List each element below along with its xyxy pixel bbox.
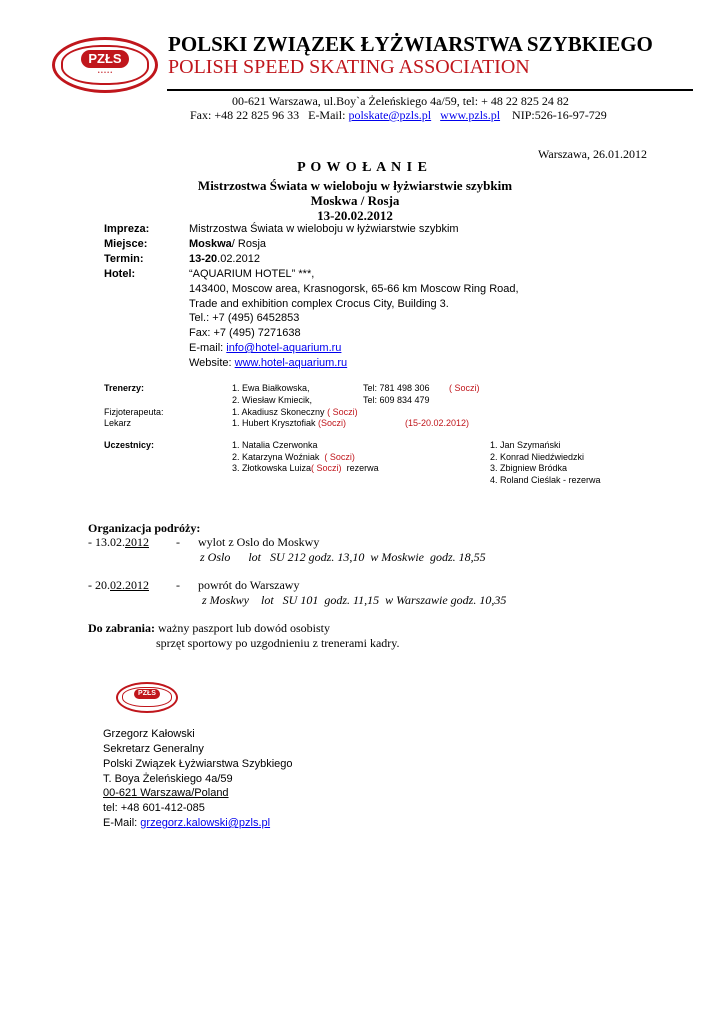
travel-out-prefix: - 13.02.: [88, 535, 125, 549]
fizjo-note: ( Soczi): [327, 407, 358, 417]
org-nip: NIP:526-16-97-729: [512, 108, 607, 122]
participant-man: 2. Konrad Niedźwiedzki: [490, 452, 585, 462]
trener-tel: Tel: 781 498 306: [363, 383, 430, 393]
participant-extra: rezerwa: [346, 463, 379, 473]
participant-name: 2. Katarzyna Woźniak: [232, 452, 320, 462]
doc-heading: P O W O Ł A N I E: [297, 160, 428, 175]
trenerzy-label: Trenerzy:: [104, 383, 145, 393]
hotel-line: 143400, Moscow area, Krasnogorsk, 65-66 km Moscow Ring Road,: [189, 283, 519, 295]
travel-back-dash: -: [176, 578, 180, 592]
travel-back-detail: z Moskwy lot SU 101 godz. 11,15 w Warszawie godz. 10,35: [202, 593, 507, 607]
org-fax: Fax: +48 22 825 96 33: [190, 108, 300, 122]
sig-name: Grzegorz Kałowski: [103, 728, 195, 740]
trener-tel: Tel: 609 834 479: [363, 395, 430, 405]
termin-value: [189, 252, 260, 267]
hotel-web-label: Website:: [189, 357, 232, 369]
participant-note: ( Soczi): [324, 452, 355, 462]
org-title-pl: POLSKI ZWIĄZEK ŁYŻWIARSTWA SZYBKIEGO: [168, 32, 653, 56]
pzls-logo-small: [116, 682, 178, 713]
participant-man: 4. Roland Cieślak - rezerwa: [490, 475, 601, 485]
termin-label: Termin:: [104, 253, 144, 265]
sig-tel: tel: +48 601-412-085: [103, 802, 205, 814]
trener-note: ( Soczi): [449, 383, 480, 393]
hotel-email-link[interactable]: info@hotel-aquarium.ru: [226, 342, 342, 354]
hotel-email-row: [189, 341, 341, 356]
hotel-line: “AQUARIUM HOTEL” ***,: [189, 268, 315, 280]
participant-name: 3. Złotkowska Luiza: [232, 463, 312, 473]
lekarz-dates: (15-20.02.2012): [405, 418, 470, 428]
impreza-label: Impreza:: [104, 223, 150, 235]
to-bring-label: Do zabrania:: [88, 621, 155, 635]
fizjo-name: [232, 407, 358, 418]
hotel-label: Hotel:: [104, 268, 136, 280]
lekarz-label: Lekarz: [104, 418, 132, 428]
travel-out-year: 2012: [125, 535, 149, 549]
sig-email-link[interactable]: grzegorz.kalowski@pzls.pl: [140, 817, 271, 829]
logo-text: PZŁS: [81, 50, 129, 68]
participant-woman: [232, 463, 379, 474]
org-address: 00-621 Warszawa, ul.Boy`a Żeleńskiego 4a/59, tel: + 48 22 825 24 82: [232, 94, 569, 108]
date-place: Warszawa, 26.01.2012: [538, 147, 648, 161]
trener-name: 2. Wiesław Kmiecik,: [232, 395, 313, 405]
hotel-web-row: [189, 356, 347, 371]
participant-note: ( Soczi): [311, 463, 342, 473]
miejsce-value: [189, 237, 266, 252]
travel-back-title: powrót do Warszawy: [198, 578, 300, 592]
participant-woman: 1. Natalia Czerwonka: [232, 440, 318, 450]
org-contact-line: [190, 108, 607, 123]
participant-man: 3. Zbigniew Bródka: [490, 463, 568, 473]
travel-out-date: [88, 535, 149, 550]
sig-street: T. Boya Żeleńskiego 4a/59: [103, 773, 233, 785]
participant-man: 1. Jan Szymański: [490, 440, 561, 450]
org-website-link[interactable]: www.pzls.pl: [440, 108, 501, 122]
sig-org: Polski Związek Łyżwiarstwa Szybkiego: [103, 758, 293, 770]
miejsce-label: Miejsce:: [104, 238, 148, 250]
hotel-line: Tel.: +7 (495) 6452853: [189, 312, 300, 324]
to-bring-item: ważny paszport lub dowód osobisty: [158, 621, 330, 635]
sig-email-row: [103, 816, 270, 831]
travel-heading: Organizacja podróży:: [88, 521, 201, 535]
org-email-label: E-Mail:: [308, 108, 346, 122]
fizjo-value: 1. Akadiusz Skoneczny: [232, 407, 325, 417]
pzls-logo: [52, 37, 158, 93]
uczestnicy-label: Uczestnicy:: [104, 440, 155, 450]
impreza-value: Mistrzostwa Świata w wieloboju w łyżwiarstwie szybkim: [189, 223, 459, 235]
lekarz-name: [232, 418, 346, 429]
miejsce-bold: Moskwa: [189, 238, 232, 250]
sig-city: 00-621 Warszawa/Poland: [103, 787, 229, 799]
travel-out-detail: z Oslo lot SU 212 godz. 13,10 w Moskwie godz. 18,55: [200, 550, 486, 564]
sig-email-label: E-Mail:: [103, 817, 138, 829]
trener-name: 1. Ewa Białkowska,: [232, 383, 310, 393]
travel-back-date: [88, 578, 149, 593]
header-divider: [167, 89, 693, 91]
termin-rest: .02.2012: [217, 253, 260, 265]
travel-out-title: wylot z Oslo do Moskwy: [198, 535, 320, 549]
hotel-email-label: E-mail:: [189, 342, 224, 354]
org-email-link[interactable]: polskate@pzls.pl: [348, 108, 432, 122]
logo-subtext: • • • • •: [97, 70, 113, 76]
lekarz-value: 1. Hubert Krysztofiak: [232, 418, 316, 428]
miejsce-rest: / Rosja: [231, 238, 267, 250]
doc-location: Moskwa / Rosja: [310, 193, 400, 208]
logo-text: PZŁS: [134, 689, 160, 699]
doc-event: Mistrzostwa Świata w wieloboju w łyżwiarstwie szybkim: [197, 178, 513, 193]
to-bring-item: sprzęt sportowy po uzgodnieniu z trenerami kadry.: [156, 636, 400, 650]
lekarz-note: (Soczi): [318, 418, 347, 428]
hotel-web-link[interactable]: www.hotel-aquarium.ru: [234, 357, 348, 369]
org-title-en: POLISH SPEED SKATING ASSOCIATION: [168, 56, 530, 78]
travel-back-value: 02.2012: [110, 578, 149, 592]
termin-bold: 13-20: [189, 253, 218, 265]
hotel-line: Fax: +7 (495) 7271638: [189, 327, 301, 339]
sig-position: Sekretarz Generalny: [103, 743, 204, 755]
participant-woman: [232, 452, 355, 463]
fizjo-label: Fizjoterapeuta:: [104, 407, 164, 417]
travel-back-prefix: - 20.: [88, 578, 110, 592]
doc-dates: 13-20.02.2012: [317, 208, 393, 223]
travel-out-dash: -: [176, 535, 180, 549]
to-bring-line: [88, 621, 330, 636]
hotel-line: Trade and exhibition complex Crocus City, Building 3.: [189, 298, 449, 310]
